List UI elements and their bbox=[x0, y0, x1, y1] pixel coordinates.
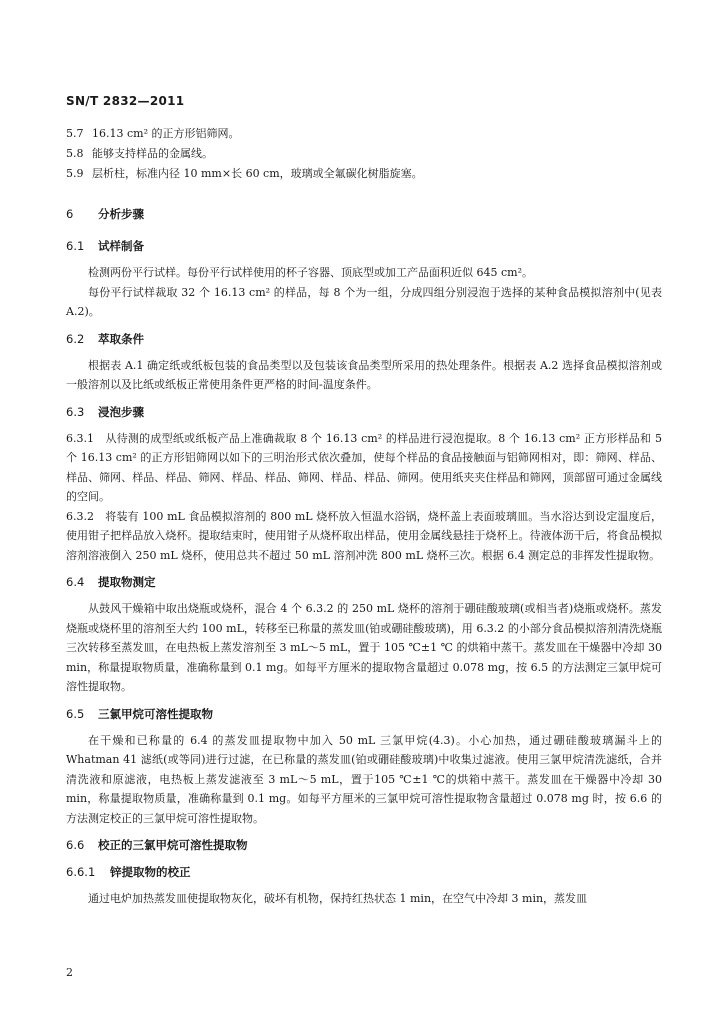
section-heading-6-6 bbox=[66, 835, 662, 855]
item-number: 5.8 bbox=[66, 147, 84, 160]
item-text: 能够支持样品的金属线。 bbox=[92, 147, 213, 160]
item-number: 5.7 bbox=[66, 127, 84, 140]
section-title: 试样制备 bbox=[98, 239, 144, 253]
paragraph: 从鼓风干燥箱中取出烧瓶或烧杯，混合 4 个 6.3.2 的 250 mL 烧杯的溶剂于硼硅酸玻璃(或相当者)烧瓶或烧杯。蒸发烧瓶或烧杯里的溶剂至大约 100 mL，转移至已称量的蒸发皿(铂或硼硅酸玻璃)，用 6.3.2 的小部分食品模拟溶剂清洗烧瓶三次转移至蒸发皿，在电热板上蒸发溶剂至 3 mL～5 mL，置于 105 ℃±1 ℃ 的烘箱中蒸干。蒸发皿在干燥器中冷却 30 min，称量提取物质量，准确称量到 0.1 mg。如每平方厘米的提取物含量超过 0.078 mg，按 6.5 的方法测定三氯甲烷可溶性提取物。 bbox=[66, 602, 662, 693]
section-title: 三氯甲烷可溶性提取物 bbox=[98, 706, 213, 721]
paragraph: 在干燥和已称量的 6.4 的蒸发皿提取物中加入 50 mL 三氯甲烷(4.3)。小心加热，通过硼硅酸玻璃漏斗上的 Whatman 41 滤纸(或等同)进行过滤，在已称量的蒸发皿(铂或硼硅酸玻璃)中收集过滤液。使用三氯甲烷清洗滤纸，合并清洗液和原滤液，电热板上蒸发滤液至 3 mL～5 mL，置于105 ℃±1 ℃的烘箱中蒸干。蒸发皿在干燥器中冷却 30 min，称量提取物质量，准确称量到 0.1 mg。如每平方厘米的三氯甲烷可溶性提取物含量超过 0.078 mg 时，按 6.6 的方法测定校正的三氯甲烷可溶性提取物。 bbox=[66, 733, 662, 825]
section-number: 6.5 bbox=[66, 706, 85, 721]
section-heading-6-2 bbox=[66, 329, 662, 349]
item-text: 层析柱，标准内径 10 mm×长 60 cm，玻璃或全氟碳化树脂旋塞。 bbox=[92, 167, 423, 180]
page-number: 2 bbox=[66, 966, 73, 979]
section-number: 6.6.1 bbox=[66, 865, 96, 879]
section-title: 锌提取物的校正 bbox=[110, 865, 191, 879]
section-heading-6-6-1 bbox=[66, 862, 662, 882]
section-heading-6-4 bbox=[66, 572, 662, 592]
section-number: 6.6 bbox=[66, 838, 85, 852]
list-item bbox=[66, 164, 662, 184]
paragraph: 6.3.2 将装有 100 mL 食品模拟溶剂的 800 mL 烧杯放入恒温水浴锅，烧杯盖上表面玻璃皿。当水浴达到设定温度后，使用钳子把样品放入烧杯。提取结束时，使用钳子从烧杯取出样品，使用金属线悬挂于烧杯上。待液体沥干后，将食品模拟溶剂溶液倒入 250 mL 烧杯，使用总共不超过 50 mL 溶剂冲洗 800 mL 烧杯三次。根据 6.4 测定总的非挥发性提取物。 bbox=[66, 509, 662, 562]
section-title: 提取物测定 bbox=[98, 575, 156, 589]
section-heading-6-5 bbox=[66, 704, 662, 724]
section-title: 分析步骤 bbox=[98, 207, 144, 221]
section-number: 6.4 bbox=[66, 575, 85, 589]
paragraph: 根据表 A.1 确定纸或纸板包装的食品类型以及包装该食品类型所采用的热处理条件。根据表 A.2 选择食品模拟溶剂或一般溶剂以及比纸或纸板正常使用条件更严格的时间-温度条件。 bbox=[66, 358, 662, 391]
item-number: 5.9 bbox=[66, 167, 84, 180]
section-title: 萃取条件 bbox=[98, 331, 144, 346]
paragraph: 每份平行试样裁取 32 个 16.13 cm² 的样品，每 8 个为一组，分成四组分别浸泡于选择的某种食品模拟溶剂中(见表 A.2)。 bbox=[66, 285, 662, 318]
paragraph: 6.3.1 从待测的成型纸或纸板产品上准确裁取 8 个 16.13 cm² 的样品进行浸泡提取。8 个 16.13 cm² 正方形样品和 5 个 16.13 cm² 的正方形铝筛网以如下的三明治形式依次叠加，使每个样品的食品接触面与铝筛网相对，即：筛网、样品、样品、筛网、样品、样品、筛网、样品、样品、筛网、样品、样品、筛网。使用纸夹夹住样品和筛网，顶部留可通过金属线的空间。 bbox=[66, 431, 662, 503]
item-text: 16.13 cm² 的正方形铝筛网。 bbox=[92, 127, 240, 140]
section-heading-6-1 bbox=[66, 236, 662, 256]
paragraph: 通过电炉加热蒸发皿使提取物灰化，破坏有机物，保持红热状态 1 min，在空气中冷却 3 min，蒸发皿 bbox=[88, 892, 588, 905]
list-item bbox=[66, 124, 662, 144]
document-body bbox=[66, 124, 662, 909]
list-item bbox=[66, 144, 662, 164]
section-number: 6.1 bbox=[66, 239, 85, 253]
paragraph: 检测两份平行试样。每份平行试样使用的杯子容器、顶底型或加工产品面积近似 645 cm²。 bbox=[88, 266, 533, 279]
section-number: 6.2 bbox=[66, 331, 85, 346]
section-heading-6 bbox=[66, 204, 662, 224]
standard-code: SN/T 2832—2011 bbox=[66, 94, 185, 108]
section-title: 校正的三氯甲烷可溶性提取物 bbox=[98, 838, 248, 852]
section-title: 浸泡步骤 bbox=[98, 404, 144, 419]
section-number: 6.3 bbox=[66, 404, 85, 419]
section-heading-6-3 bbox=[66, 402, 662, 422]
section-number: 6 bbox=[66, 207, 74, 221]
